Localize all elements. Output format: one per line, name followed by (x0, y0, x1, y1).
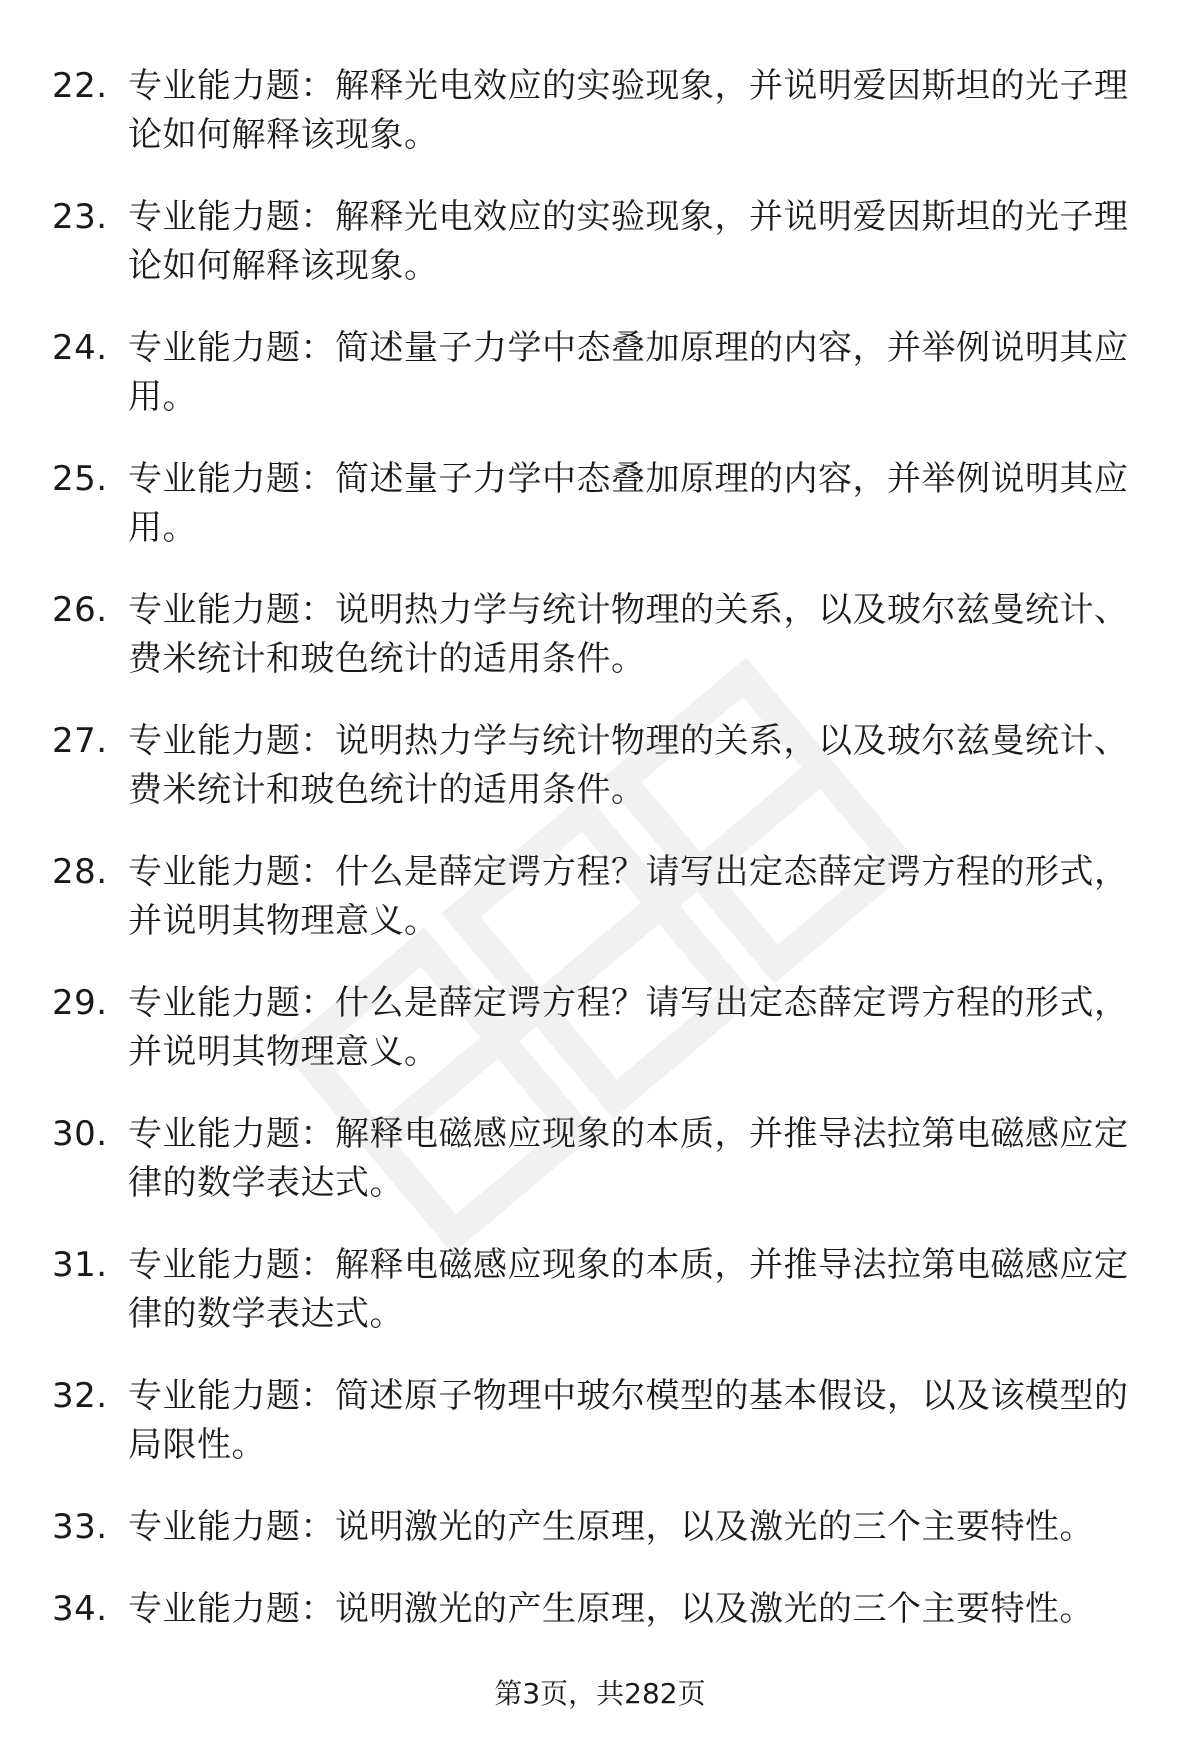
question-text: 专业能力题：说明热力学与统计物理的关系，以及玻尔兹曼统计、费米统计和玻色统计的适用条件。 (128, 590, 1129, 679)
question-number: 25. (52, 459, 108, 499)
question-number: 26. (52, 590, 108, 630)
list-item (52, 62, 1152, 160)
list-item (52, 586, 1152, 684)
question-number: 32. (52, 1376, 108, 1416)
question-text: 专业能力题：解释电磁感应现象的本质，并推导法拉第电磁感应定律的数学表达式。 (128, 1114, 1129, 1203)
list-item (52, 1241, 1152, 1339)
question-text: 专业能力题：说明激光的产生原理，以及激光的三个主要特性。 (128, 1507, 1094, 1547)
question-text: 专业能力题：解释光电效应的实验现象，并说明爱因斯坦的光子理论如何解释该现象。 (128, 197, 1129, 286)
question-text: 专业能力题：什么是薛定谔方程？请写出定态薛定谔方程的形式，并说明其物理意义。 (128, 983, 1129, 1072)
question-text: 专业能力题：简述量子力学中态叠加原理的内容，并举例说明其应用。 (128, 459, 1129, 548)
question-text: 专业能力题：什么是薛定谔方程？请写出定态薛定谔方程的形式，并说明其物理意义。 (128, 852, 1129, 941)
question-text: 专业能力题：解释电磁感应现象的本质，并推导法拉第电磁感应定律的数学表达式。 (128, 1245, 1129, 1334)
question-number: 24. (52, 328, 108, 368)
list-item (52, 1585, 1152, 1634)
question-text: 专业能力题：简述原子物理中玻尔模型的基本假设，以及该模型的局限性。 (128, 1376, 1129, 1465)
list-item (52, 1503, 1152, 1552)
page-number-footer: 第3页，共282页 (494, 1677, 706, 1710)
question-number: 30. (52, 1114, 108, 1154)
list-item (52, 979, 1152, 1077)
list-item (52, 193, 1152, 291)
question-number: 22. (52, 66, 108, 106)
list-item (52, 848, 1152, 946)
list-item (52, 1110, 1152, 1208)
question-number: 29. (52, 983, 108, 1023)
question-text: 专业能力题：简述量子力学中态叠加原理的内容，并举例说明其应用。 (128, 328, 1129, 417)
question-number: 31. (52, 1245, 108, 1285)
list-item (52, 717, 1152, 815)
list-item (52, 1372, 1152, 1470)
question-number: 27. (52, 721, 108, 761)
question-text: 专业能力题：说明热力学与统计物理的关系，以及玻尔兹曼统计、费米统计和玻色统计的适用条件。 (128, 721, 1129, 810)
question-number: 23. (52, 197, 108, 237)
question-text: 专业能力题：解释光电效应的实验现象，并说明爱因斯坦的光子理论如何解释该现象。 (128, 66, 1129, 155)
question-list (52, 62, 1152, 1667)
list-item (52, 455, 1152, 553)
question-number: 34. (52, 1589, 108, 1629)
list-item (52, 324, 1152, 422)
question-number: 28. (52, 852, 108, 892)
question-number: 33. (52, 1507, 108, 1547)
question-text: 专业能力题：说明激光的产生原理，以及激光的三个主要特性。 (128, 1589, 1094, 1629)
